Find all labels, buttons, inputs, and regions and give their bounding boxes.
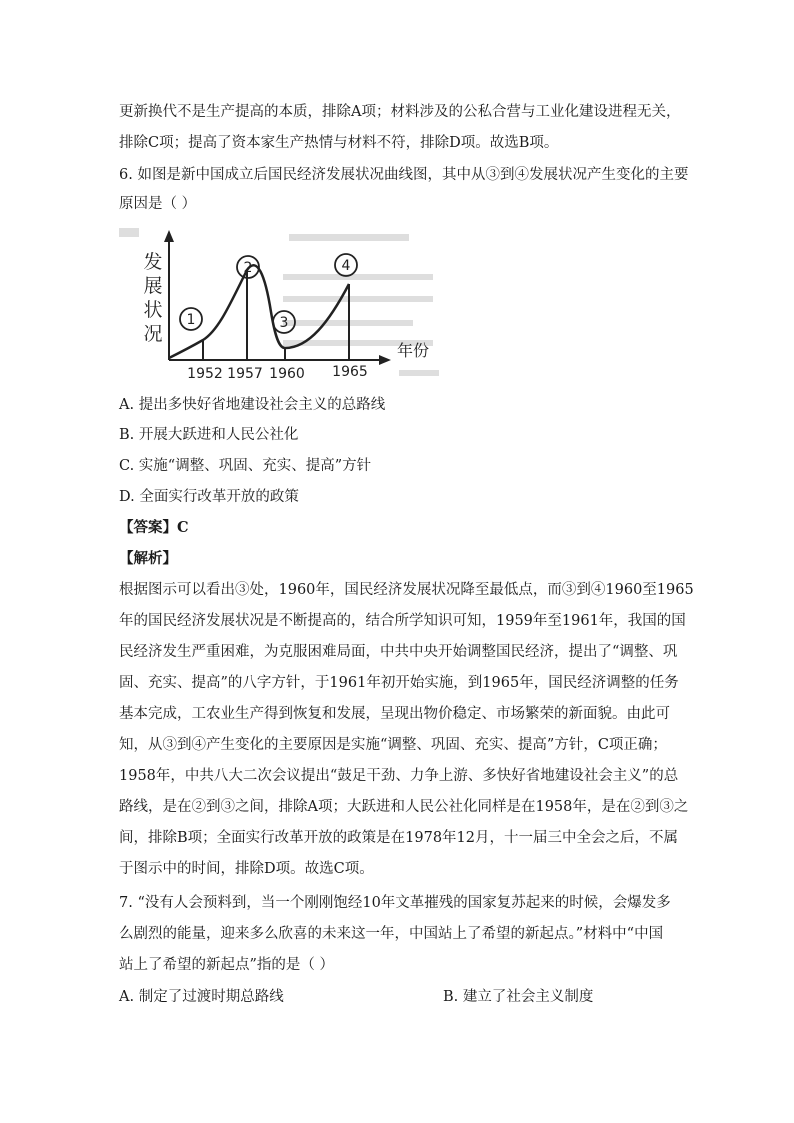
question-7-stem: 站上了希望的新起点”指的是（ ） (119, 957, 335, 973)
answer-label: 【答案】C (119, 519, 189, 536)
analysis-line: 1958年，中共八大二次会议提出“鼓足干劲、力争上游、多快好省地建设社会主义”的总 (119, 768, 679, 784)
point-marker-1-label: 1 (186, 312, 196, 328)
x-tick-label: 1957 (227, 366, 263, 382)
option-c: C. 实施“调整、巩固、充实、提高”方针 (119, 458, 372, 474)
question-7-stem: 么剧烈的能量，迎来多么欣喜的未来这一年，中国站上了希望的新起点。”材料中“中国 (119, 926, 664, 942)
economic-development-figure (119, 222, 441, 384)
development-curve-chart (119, 222, 441, 384)
analysis-line: 年的国民经济发展状况是不断提高的，结合所学知识可知，1959年至1961年，我国的国 (119, 613, 686, 629)
option-a: A. 提出多快好省地建设社会主义的总路线 (119, 397, 386, 413)
q7-option-a: A. 制定了过渡时期总路线 (119, 989, 284, 1005)
analysis-line: 基本完成，工农业生产得到恢复和发展，呈现出物价稳定、市场繁荣的新面貌。由此可 (119, 706, 670, 722)
x-tick-label: 1952 (187, 366, 223, 382)
x-axis-label: 年份 (397, 341, 430, 360)
x-tick-label: 1965 (332, 364, 368, 380)
option-d: D. 全面实行改革开放的政策 (119, 489, 299, 505)
option-b: B. 开展大跃进和人民公社化 (119, 427, 299, 443)
analysis-line: 根据图示可以看出③处，1960年，国民经济发展状况降至最低点，而③到④1960至1965 (119, 582, 694, 598)
point-marker-3-label: 3 (279, 315, 289, 331)
x-tick-label: 1960 (269, 366, 305, 382)
q7-option-b: B. 建立了社会主义制度 (443, 989, 594, 1005)
intro-line: 排除C项；提高了资本家生产热情与材料不符，排除D项。故选B项。 (119, 135, 559, 151)
question-6-stem: 6. 如图是新中国成立后国民经济发展状况曲线图，其中从③到④发展状况产生变化的主要 (119, 167, 689, 183)
analysis-title: 【解析】 (119, 550, 177, 567)
question-6-stem: 原因是（ ） (119, 196, 197, 212)
analysis-line: 知，从③到④产生变化的主要原因是实施“调整、巩固、充实、提高”方针，C项正确； (119, 737, 667, 753)
intro-line: 更新换代不是生产提高的本质，排除A项；材料涉及的公私合营与工业化建设进程无关， (119, 104, 681, 120)
point-marker-4-label: 4 (341, 258, 351, 274)
question-7-stem: 7. “没有人会预料到，当一个刚刚饱经10年文革摧残的国家复苏起来的时候，会爆发多 (119, 895, 671, 911)
analysis-line: 民经济发生严重困难，为克服困难局面，中共中央开始调整国民经济，提出了“调整、巩 (119, 644, 678, 660)
analysis-line: 间，排除B项；全面实行改革开放的政策是在1978年12月，十一届三中全会之后，不属 (119, 830, 679, 846)
analysis-line: 路线，是在②到③之间，排除A项；大跃进和人民公社化同样是在1958年，是在②到③之 (119, 799, 689, 815)
y-axis-label: 发展状况 (143, 251, 163, 345)
analysis-line: 于图示中的时间，排除D项。故选C项。 (119, 861, 374, 877)
point-marker-2-label: 2 (243, 260, 253, 276)
analysis-line: 固、充实、提高”的八字方针，于1961年初开始实施，到1965年，国民经济调整的任务 (119, 675, 679, 691)
